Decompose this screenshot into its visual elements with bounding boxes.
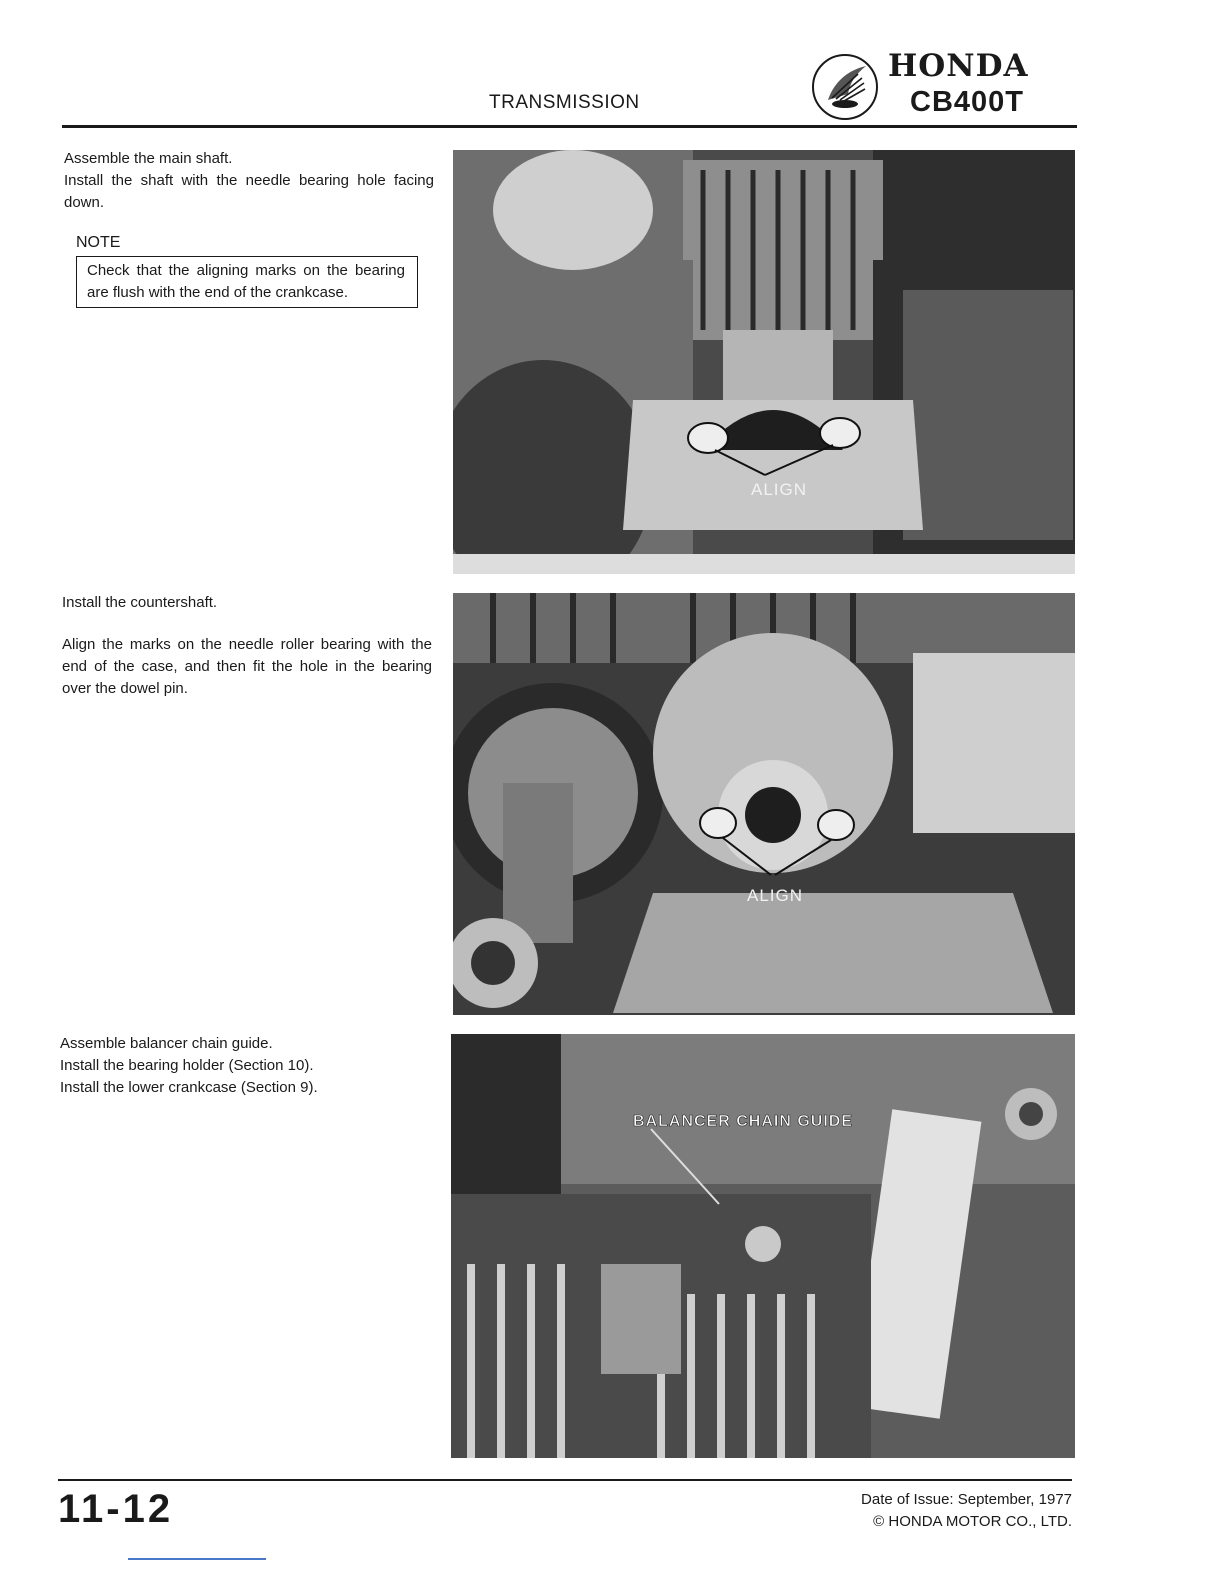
copyright: © HONDA MOTOR CO., LTD. [873, 1513, 1072, 1530]
balancer-chain-guide-photo [451, 1034, 1075, 1458]
step-2-line-1: Install the countershaft. [62, 594, 218, 611]
balancer-chain-guide-label: BALANCER CHAIN GUIDE [633, 1113, 853, 1130]
note-label: NOTE [76, 234, 121, 251]
step-1-text [64, 148, 434, 214]
step-1-line-2: Install the shaft with the needle bearing hole facing down. [64, 172, 434, 211]
model-name: CB400T [910, 86, 1024, 118]
date-of-issue: Date of Issue: September, 1977 [861, 1491, 1072, 1508]
step-3-line-1: Assemble balancer chain guide. [60, 1035, 273, 1052]
step-3-line-3: Install the lower crankcase (Section 9). [60, 1079, 318, 1096]
brand-name: HONDA [888, 48, 1029, 84]
section-title: TRANSMISSION [489, 92, 640, 113]
main-shaft-photo [453, 150, 1075, 574]
countershaft-photo [453, 593, 1075, 1015]
footer-rule [58, 1479, 1072, 1481]
page-number: 11-12 [58, 1487, 174, 1531]
step-1-align-label: ALIGN [751, 480, 808, 499]
step-3-text [60, 1033, 430, 1099]
blue-line-decoration [128, 1558, 266, 1560]
step-1-line-1: Assemble the main shaft. [64, 150, 233, 167]
header-rule [62, 125, 1077, 128]
step-2-text [62, 592, 432, 700]
step-3-line-2: Install the bearing holder (Section 10). [60, 1057, 314, 1074]
note-box: Check that the aligning marks on the bearing are flush with the end of the crankcase. [76, 256, 418, 308]
honda-wing-logo [810, 52, 880, 122]
step-2-align-label: ALIGN [747, 886, 804, 905]
step-2-line-2: Align the marks on the needle roller bearing with the end of the case, and then fit the hole in the bearing over the dowel pin. [62, 636, 432, 697]
